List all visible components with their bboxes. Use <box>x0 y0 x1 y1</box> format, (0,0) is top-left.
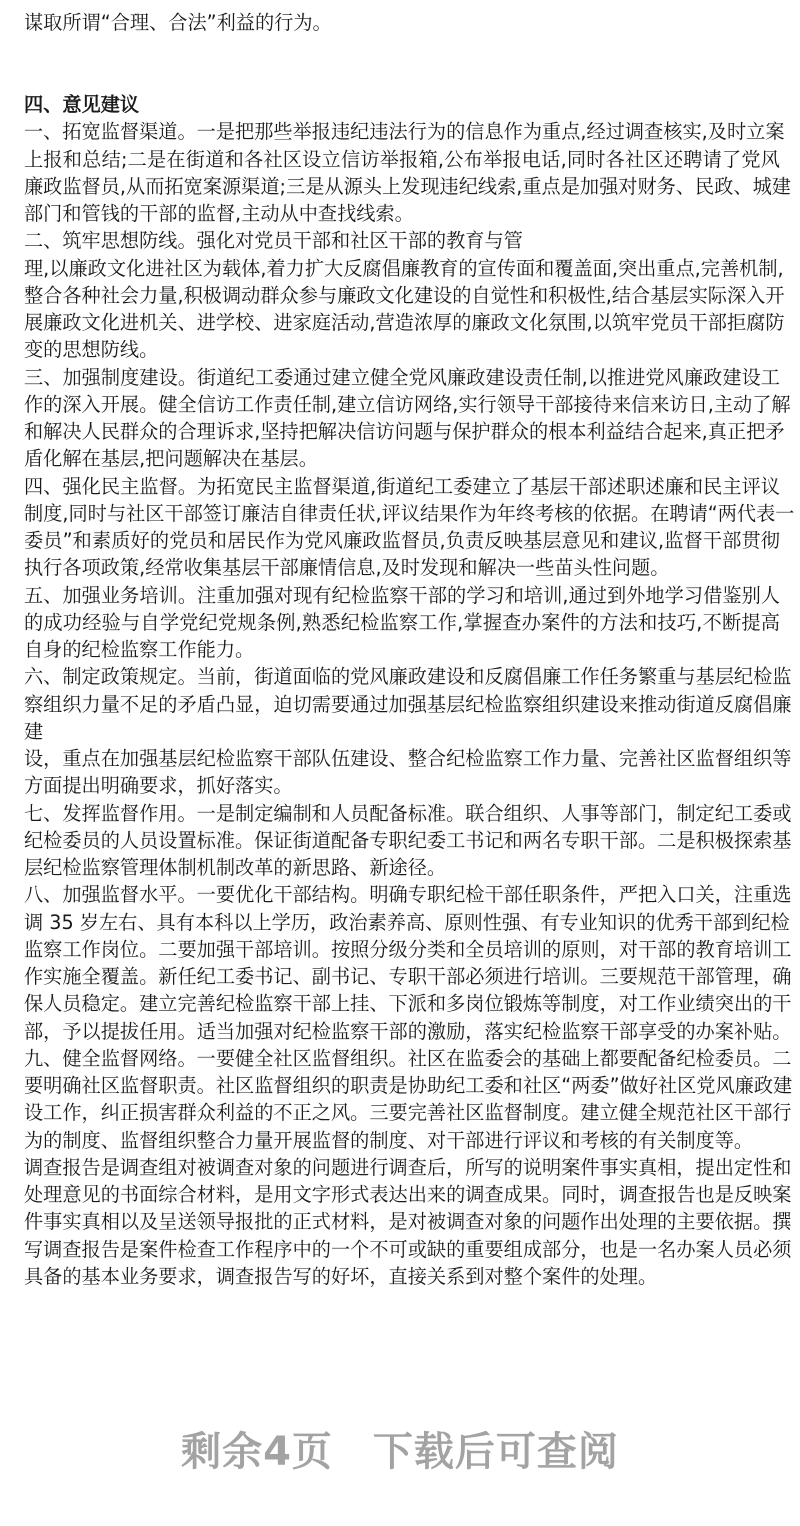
text-line: 部，予以提拔任用。适当加强对纪检监察干部的激励，落实纪检监察干部享受的办案补贴。 <box>24 1019 792 1043</box>
paragraph <box>24 364 791 473</box>
text-line: 四、强化民主监督。为拓宽民主监督渠道,街道纪工委建立了基层干部述职述廉和民主评议 <box>24 474 780 498</box>
text-line: 监察工作岗位。二要加强干部培训。按照分级分类和全员培训的原则，对干部的教育培训工 <box>24 937 792 961</box>
paragraph <box>24 118 791 227</box>
paragraph <box>24 582 780 664</box>
text-line: 制度,同时与社区干部签订廉洁自律责任状,评议结果作为年终考核的依据。在聘请“两代表一 <box>24 501 795 525</box>
text-line: 具备的基本业务要求，调查报告写的好坏，直接关系到对整个案件的处理。 <box>24 1264 658 1288</box>
text-line: 七、发挥监督作用。一是制定编制和人员配备标准。联合组织、人事等部门，制定纪工委或 <box>24 801 792 825</box>
text-line: 层纪检监察管理体制机制改革的新思路、新途径。 <box>24 856 447 879</box>
text-line: 作实施全覆盖。新任纪工委书记、副书记、专职干部必须进行培训。三要规范干部管理，确 <box>24 965 792 988</box>
paragraph <box>24 473 795 582</box>
text-line: 上报和总结;二是在街道和各社区设立信访举报箱,公布举报电话,同时各社区还聘请了党风 <box>24 147 780 171</box>
text-line: 自身的纪检监察工作能力。 <box>24 638 255 661</box>
document-body <box>24 91 795 1290</box>
text-line: 九、健全监督网络。一要健全社区监督组织。社区在监委会的基础上都要配备纪检委员。二 <box>24 1046 792 1070</box>
text-line: 建 <box>24 719 44 743</box>
paragraph <box>24 255 785 364</box>
download-to-view-label: 下载后可查阅 <box>372 1429 619 1475</box>
text-line: 调查报告是调查组对被调查对象的问题进行调查后，所写的说明案件事实真相，提出定性和 <box>24 1155 792 1179</box>
paragraph <box>24 663 792 745</box>
section-heading: 四、意见建议 <box>24 93 140 116</box>
text-line: 要明确社区监督职责。社区监督组织的职责是协助纪工委和社区“两委”做好社区党风廉政建 <box>24 1074 793 1097</box>
lead-text <box>24 9 780 36</box>
text-line: 保人员稳定。建立完善纪检监察干部上挂、下派和多岗位锻炼等制度，对工作业绩突出的干 <box>24 992 792 1016</box>
text-line: 展廉政文化进机关、进学校、进家庭活动,营造浓厚的廉政文化氛围,以筑牢党员干部拒腐防 <box>24 311 785 334</box>
paragraph <box>24 227 780 254</box>
text-line: 一、拓宽监督渠道。一是把那些举报违纪违法行为的信息作为重点,经过调查核实,及时立案 <box>24 120 785 144</box>
paragraph <box>24 800 792 882</box>
text-line: 件事实真相以及呈送领导报批的正式材料，是对被调查对象的问题作出处理的主要依据。撰 <box>24 1210 792 1234</box>
text-line: 察组织力量不足的矛盾凸显，迫切需要通过加强基层纪检监察组织建设来推动街道反腐倡廉 <box>24 692 792 716</box>
text-line: 处理意见的书面综合材料，是用文字形式表达出来的调查成果。同时，调查报告也是反映案 <box>24 1183 792 1206</box>
paragraph <box>24 1154 792 1290</box>
text-line: 设，重点在加强基层纪检监察干部队伍建设、整合纪检监察工作力量、完善社区监督组织等 <box>24 747 792 770</box>
text-line: 调 35 岁左右、具有本科以上学历，政治素养高、原则性强、有专业知识的优秀干部到纪检 <box>24 910 790 934</box>
text-line: 作的深入开展。健全信访工作责任制,建立信访网络,实行领导干部接待来信来访日,主动了解 <box>24 392 791 416</box>
text-line: 六、制定政策规定。当前，街道面临的党风廉政建设和反腐倡廉工作任务繁重与基层纪检监 <box>24 665 792 689</box>
text-line: 和解决人民群众的合理诉求,坚持把解决信访问题与保护群众的根本利益结合起来,真正把矛 <box>24 420 785 443</box>
text-line: 盾化解在基层,把问题解决在基层。 <box>24 447 318 471</box>
text-line: 为的制度、监督组织整合力量开展监督的制度、对干部进行评议和考核的有关制度等。 <box>24 1128 754 1152</box>
text-line: 五、加强业务培训。注重加强对现有纪检监察干部的学习和培训,通过到外地学习借鉴别人 <box>24 583 780 607</box>
text-line: 委员”和素质好的党员和居民作为党风廉政监督员,负责反映基层意见和建议,监督干部贯彻 <box>24 529 780 552</box>
paragraph <box>24 1045 793 1154</box>
text-line: 变的思想防线。 <box>24 338 159 362</box>
text-line: 三、加强制度建设。街道纪工委通过建立健全党风廉政建设责任制,以推进党风廉政建设工 <box>24 365 780 389</box>
text-line: 廉政监督员,从而拓宽案源渠道;三是从源头上发现违纪线索,重点是加强对财务、民政、城建 <box>24 174 791 198</box>
text-line: 设工作，纠正损害群众利益的不正之风。三要完善社区监督制度。建立健全规范社区干部行 <box>24 1101 792 1125</box>
text-line: 写调查报告是案件检查工作程序中的一个不可或缺的重要组成部分，也是一名办案人员必须 <box>24 1237 792 1261</box>
text-line: 整合各种社会力量,积极调动群众参与廉政文化建设的自觉性和积极性,结合基层实际深入开 <box>24 283 785 307</box>
text-line: 方面提出明确要求，抓好落实。 <box>24 774 293 798</box>
text-line: 谋取所谓“合理、合法”利益的行为。 <box>24 11 332 34</box>
text-line: 的成功经验与自学党纪党规条例,熟悉纪检监察工作,掌握查办案件的方法和技巧,不断提高 <box>24 610 780 634</box>
text-line: 执行各项政策,经常收集基层干部廉情信息,及时发现和解决一些苗头性问题。 <box>24 556 670 580</box>
download-prompt[interactable] <box>0 1420 800 1477</box>
remaining-pages-label: 剩余4页 <box>181 1429 333 1475</box>
text-line: 纪检委员的人员设置标准。保证街道配备专职纪委工书记和两名专职干部。二是积极探索基 <box>24 828 792 852</box>
text-line: 理,以廉政文化进社区为载体,着力扩大反腐倡廉教育的宣传面和覆盖面,突出重点,完善机制, <box>24 256 784 280</box>
text-line: 二、筑牢思想防线。强化对党员干部和社区干部的教育与管 <box>24 229 523 253</box>
text-line: 八、加强监督水平。一要优化干部结构。明确专职纪检干部任职条件，严把入口关，注重选 <box>24 883 792 907</box>
text-line: 部门和管钱的干部的监督,主动从中查找线索。 <box>24 202 414 225</box>
paragraph <box>24 881 792 1045</box>
paragraph <box>24 745 792 800</box>
